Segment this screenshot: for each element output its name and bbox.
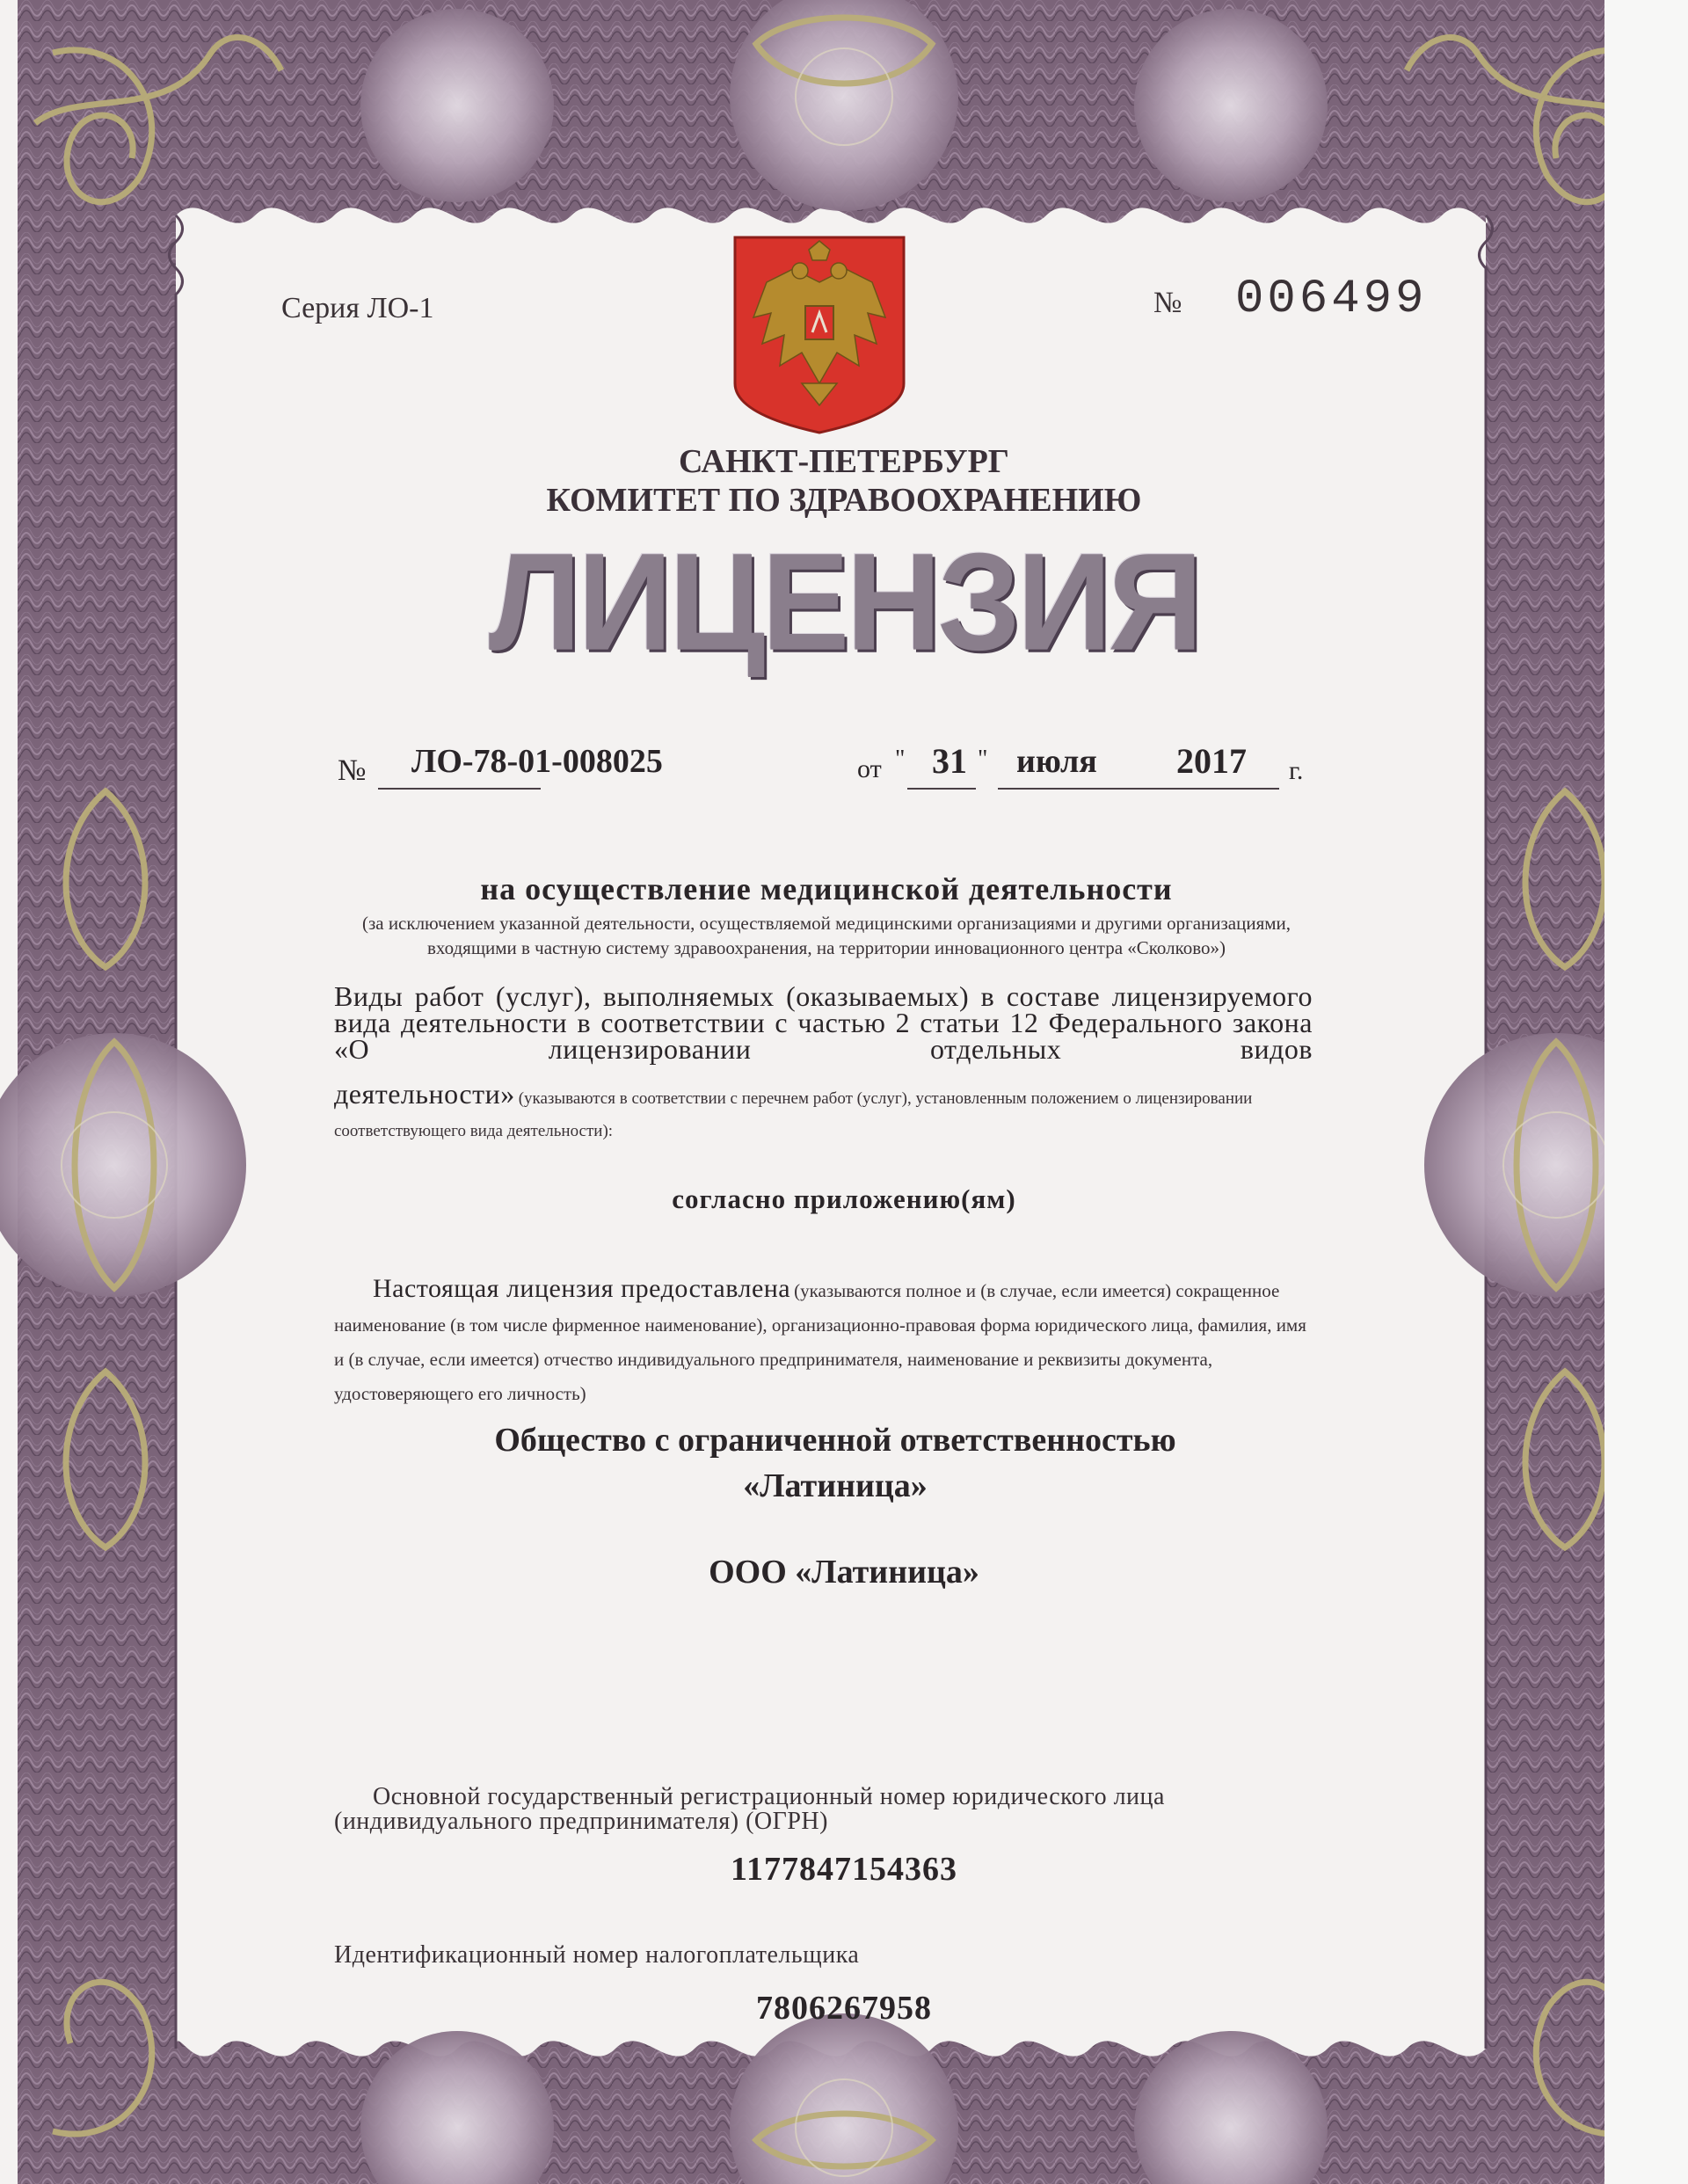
license-number-sign: № [338, 754, 367, 787]
licensee-full-name-line2: «Латиница» [743, 1467, 928, 1504]
date-quote-open: " [895, 746, 906, 773]
coat-of-arms-emblem [731, 234, 907, 436]
series-label: Серия ЛО-1 [281, 292, 434, 324]
committee-heading: КОМИТЕТ ПО ЗДРАВООХРАНЕНИЮ [546, 482, 1142, 519]
date-prefix: от [857, 754, 882, 783]
blank-number-sign: № [1153, 287, 1182, 319]
inn-value: 7806267958 [756, 1990, 932, 2027]
month-year-underline [998, 788, 1279, 790]
works-description: Виды работ (услуг), выполняемых (оказываемых) в составе лицензируемого вида деятельности в соответствии с частью 2 статьи 12 Федерального закона «О лицензировании отдельных видов [334, 980, 1313, 1065]
activity-title: на осуществление медицинской деятельности [480, 871, 1173, 906]
works-value: согласно приложению(ям) [672, 1183, 1016, 1214]
day-underline [907, 788, 976, 790]
city-heading: САНКТ-ПЕТЕРБУРГ [679, 443, 1009, 480]
ogrn-label-line1: Основной государственный регистрационный номер юридического лица [373, 1783, 1165, 1810]
license-day: 31 [932, 741, 967, 781]
licensee-short-name: ООО «Латиница» [709, 1554, 979, 1591]
granted-text: Настоящая лицензия предоставлена [373, 1274, 791, 1303]
license-month: июля [1016, 743, 1097, 780]
ogrn-label-line2: (индивидуального предпринимателя) (ОГРН) [334, 1808, 828, 1835]
granted-note: (указываются полное и (в случае, если имеется) сокращенное наименование (в том числе фирменное наименование), организационно-правовая форма юридического лица, фамилия, имя и (в случае, если имеется) отчество индивидуального предпринимателя, наименование и реквизиты документа, удостоверяющего его личность) [334, 1280, 1306, 1404]
inn-label: Идентификационный номер налогоплательщика [334, 1941, 860, 1969]
licensee-full-name-line1: Общество с ограниченной ответственностью [494, 1422, 1176, 1459]
license-number-underline [378, 788, 541, 790]
date-quote-close: " [978, 746, 988, 773]
works-description-tail [334, 1078, 1319, 1148]
works-note: (указываются в соответствии с перечнем работ (услуг), установленным положением о лицензировании соответствующего вида деятельности): [334, 1089, 1253, 1140]
activity-exclusion-note: (за исключением указанной деятельности, осуществляемой медицинскими организациями и другими организациями, входящими в частную систему здравоохранения, на территории инновационного центра «Сколково») [361, 913, 1291, 958]
license-number: ЛО-78-01-008025 [411, 743, 663, 780]
license-year: 2017 [1176, 741, 1247, 781]
ogrn-value: 1177847154363 [731, 1851, 957, 1888]
year-suffix: г. [1289, 756, 1304, 785]
licensee-granted-block [334, 1273, 1319, 1412]
works-description-end: деятельности» [334, 1078, 515, 1110]
ogrn-label [334, 1785, 1319, 1834]
blank-number: 006499 [1235, 273, 1428, 326]
licensee-full-name [378, 1417, 1292, 1509]
document-title: ЛИЦЕНЗИЯ [488, 523, 1200, 680]
